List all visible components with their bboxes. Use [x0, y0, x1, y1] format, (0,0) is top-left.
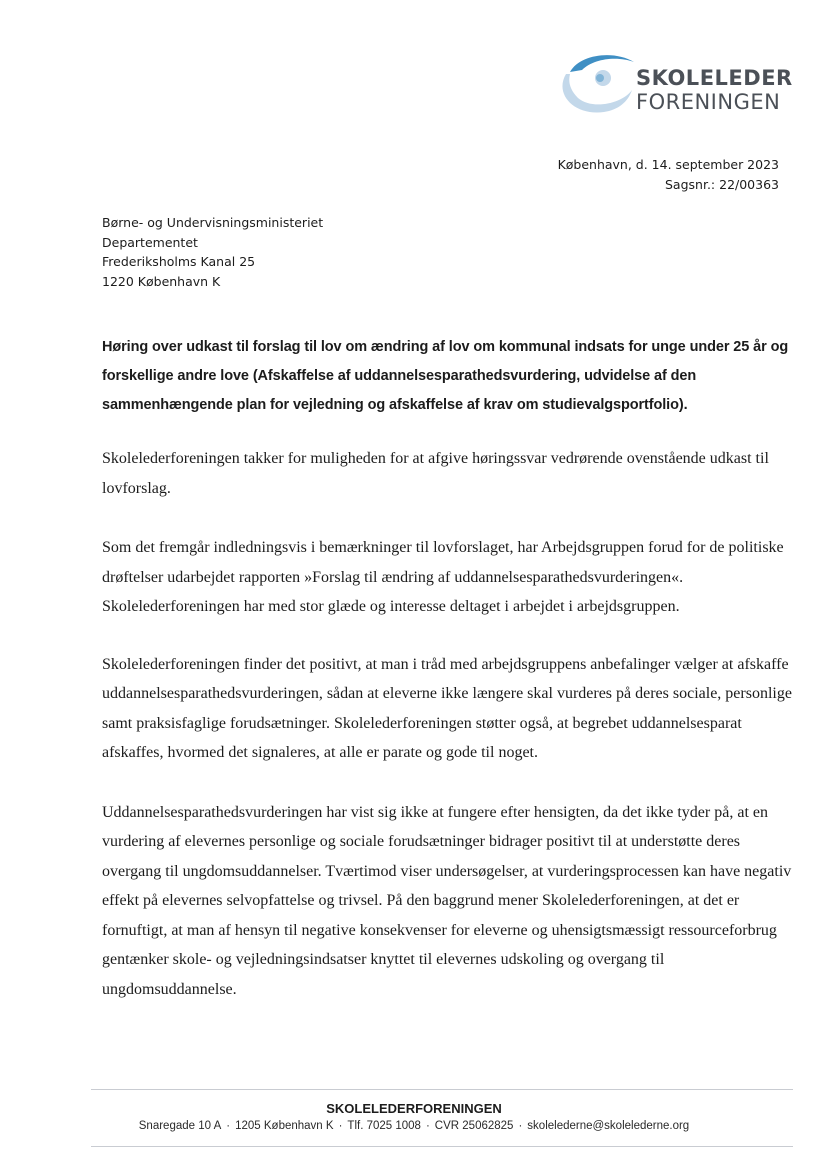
body-paragraph: Skolelederforeningen finder det positivt, at man i tråd med arbejdsgruppens anbefalinger vælger at afskaffe uddannelsesparathedsvurderingen, sådan at eleverne ikke længere skal vurderes på deres sociale, personlige samt praksisfaglige forudsætninger. Skolelederforeningen støtter også, at begrebet uddannelsesparat afskaffes, hvormed det signaleres, at alle er parate og gode til noget.: [102, 655, 792, 761]
logo-text-line2: FORENINGEN: [636, 90, 781, 114]
footer-contact-info: Snaregade 10 A · 1205 København K · Tlf. 7025 1008 · CVR 25062825 · skolelederne@skolelederne.org: [138, 1120, 690, 1132]
body-paragraph: Uddannelsesparathedsvurderingen har vist sig ikke at fungere efter hensigten, da det ikke tyder på, at en vurdering af elevernes personlige og sociale forudsætninger bidrager positivt til at understøtte deres overgang til ungdomsuddannelser. Tværtimod viser undersøgelser, at vurderingsprocessen kan have negativ effekt på elevernes selvopfattelse og trivsel. På den baggrund mener Skolelederforeningen, at det er fornuftigt, at man af hensyn til negative konsekvenser for eleverne og uhensigtsmæssigt ressourceforbrug gentænker skole- og vejledningsindsatser knyttet til elevernes udskoling og overgang til ungdomsuddannelse.: [102, 803, 792, 998]
footer-city: 1205 København K: [235, 1120, 334, 1132]
recipient-line: 1220 København K: [102, 273, 221, 289]
body-paragraph: Som det fremgår indledningsvis i bemærkninger til lovforslaget, har Arbejdsgruppen forud for de politiske drøftelser udarbejdet rapporten »Forslag til ændring af uddannelsesparathedsvurderingen«. Skolelederforeningen har med stor glæde og interesse deltaget i arbejdet i arbejdsgruppen.: [102, 539, 784, 615]
date-block: [558, 155, 779, 195]
footer-org-name: SKOLELEDERFORENINGEN: [326, 1101, 502, 1116]
footer-divider-top: [91, 1089, 793, 1090]
recipient-line: Frederiksholms Kanal 25: [102, 254, 256, 269]
logo-swirl-icon: [556, 50, 636, 120]
logo-text-line1: SKOLELEDER: [636, 66, 793, 90]
recipient-line: Børne- og Undervisningsministeriet: [102, 215, 324, 230]
case-number: Sagsnr.: 22/00363: [665, 177, 779, 192]
organization-logo: [556, 50, 796, 120]
footer-divider-bottom: [91, 1146, 793, 1147]
footer-address: Snaregade 10 A: [138, 1120, 222, 1132]
letter-body: [102, 444, 792, 1034]
footer-phone: Tlf. 7025 1008: [347, 1120, 421, 1132]
footer-cvr: CVR 25062825: [434, 1120, 514, 1132]
letter-subject: Høring over udkast til forslag til lov om ændring af lov om kommunal indsats for unge under 25 år og forskellige andre love (Afskaffelse af uddannelsesparathedsvurdering, udvidelse af den sammenhængende plan for vejledning og afskaffelse af krav om studievalgsportfolio).: [102, 339, 789, 413]
recipient-address: [102, 213, 323, 291]
recipient-line: Departementet: [102, 234, 198, 250]
place-date: København, d. 14. september 2023: [557, 157, 779, 172]
footer-email: skolelederne@skolelederne.org: [527, 1120, 690, 1132]
body-paragraph: Skolelederforeningen takker for muligheden for at afgive høringssvar vedrørende ovenstående udkast til lovforslag.: [102, 450, 769, 497]
